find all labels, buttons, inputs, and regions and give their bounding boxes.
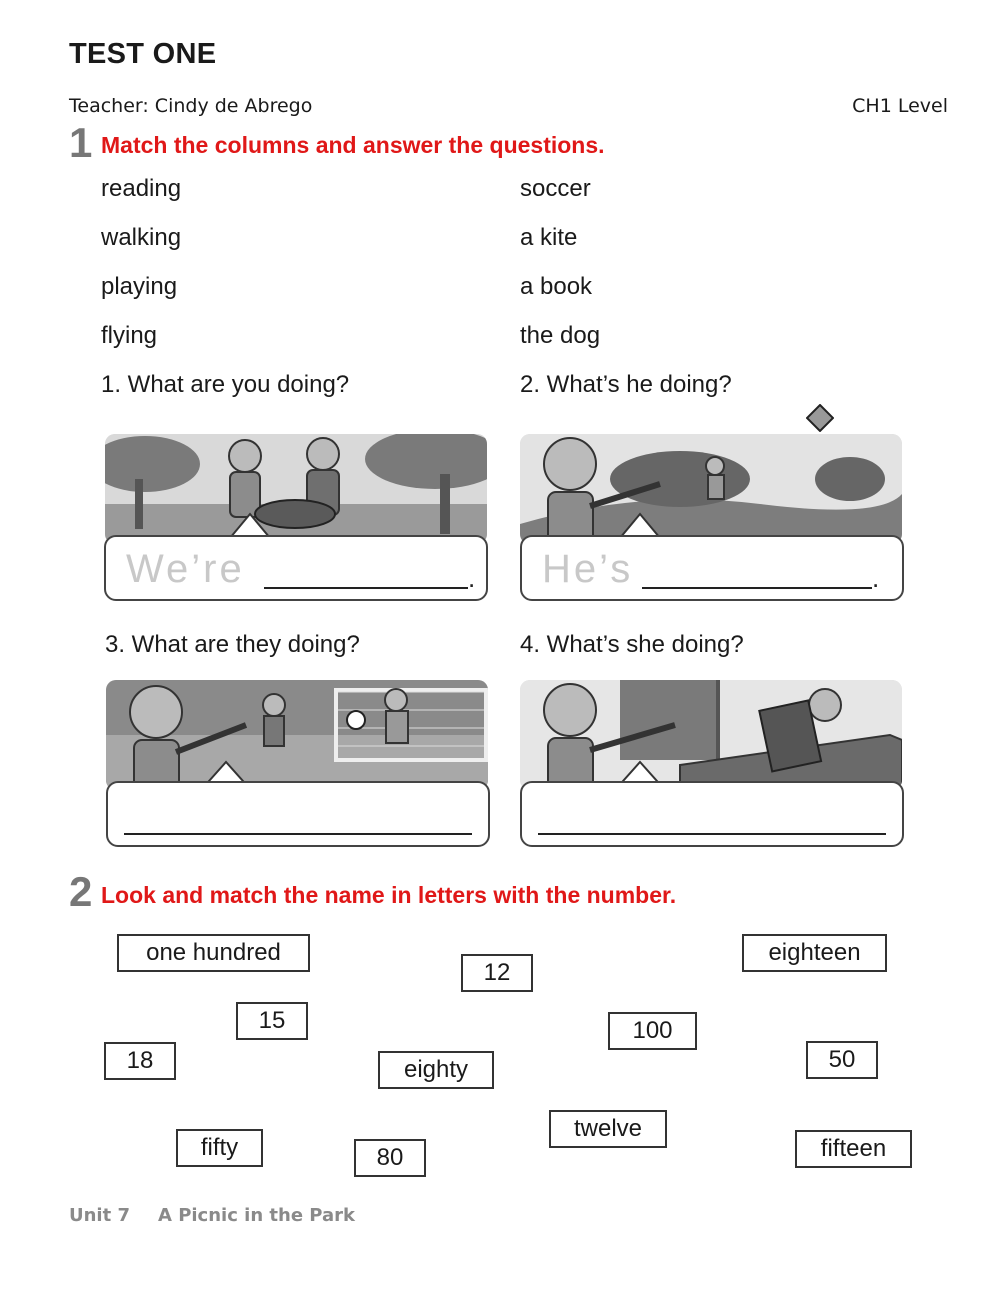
period: . (872, 563, 880, 593)
illustration-kids-walking-dog (105, 434, 487, 544)
illustration-girl-reading-book (520, 680, 902, 790)
section-2-instruction: Look and match the name in letters with the number. (101, 882, 677, 908)
match-box[interactable]: 15 (236, 1002, 308, 1040)
answer-prompt: He’s (542, 547, 634, 591)
teacher-name: Teacher: Cindy de Abrego (69, 95, 313, 117)
match-box[interactable]: 12 (461, 954, 533, 992)
right-word: the dog (520, 322, 601, 349)
illustration-boy-flying-kite (520, 434, 902, 544)
match-box[interactable]: one hundred (117, 934, 310, 972)
answer-blank[interactable] (642, 587, 872, 589)
question-1: 1. What are you doing? (101, 371, 350, 398)
match-box[interactable]: 18 (104, 1042, 176, 1080)
answer-box-2[interactable] (520, 535, 904, 601)
answer-blank[interactable] (264, 587, 468, 589)
level-label: CH1 Level (852, 95, 948, 117)
left-word: reading (101, 175, 182, 202)
question-3: 3. What are they doing? (105, 631, 360, 658)
right-word: soccer (520, 175, 591, 202)
section-2-number: 2 (69, 868, 93, 915)
answer-blank[interactable] (538, 833, 886, 835)
kite-icon (806, 404, 834, 432)
match-box[interactable]: fifteen (795, 1130, 912, 1168)
right-word: a book (520, 273, 593, 300)
section-1-number: 1 (69, 119, 93, 166)
match-box[interactable]: 100 (608, 1012, 697, 1050)
page-footer (69, 1205, 355, 1226)
illustration-kids-playing-soccer (106, 680, 488, 790)
match-box[interactable]: eighty (378, 1051, 494, 1089)
answer-prompt: We’re (126, 547, 245, 591)
answer-box-1[interactable] (104, 535, 488, 601)
answer-box-4[interactable] (520, 781, 904, 847)
footer-unit: Unit 7 (69, 1205, 130, 1226)
question-2: 2. What’s he doing? (520, 371, 732, 398)
match-box[interactable]: 80 (354, 1139, 426, 1177)
match-box[interactable]: twelve (549, 1110, 667, 1148)
match-box[interactable]: eighteen (742, 934, 887, 972)
question-4: 4. What’s she doing? (520, 631, 744, 658)
answer-blank[interactable] (124, 833, 472, 835)
right-word: a kite (520, 224, 578, 251)
page-title: TEST ONE (69, 38, 217, 70)
section-1-instruction: Match the columns and answer the questions. (101, 132, 605, 158)
footer-lesson: A Picnic in the Park (158, 1205, 355, 1226)
period: . (468, 563, 476, 593)
left-word: flying (101, 322, 158, 349)
left-word: walking (101, 224, 182, 251)
match-box[interactable]: fifty (176, 1129, 263, 1167)
answer-box-3[interactable] (106, 781, 490, 847)
match-box[interactable]: 50 (806, 1041, 878, 1079)
left-word: playing (101, 273, 178, 300)
